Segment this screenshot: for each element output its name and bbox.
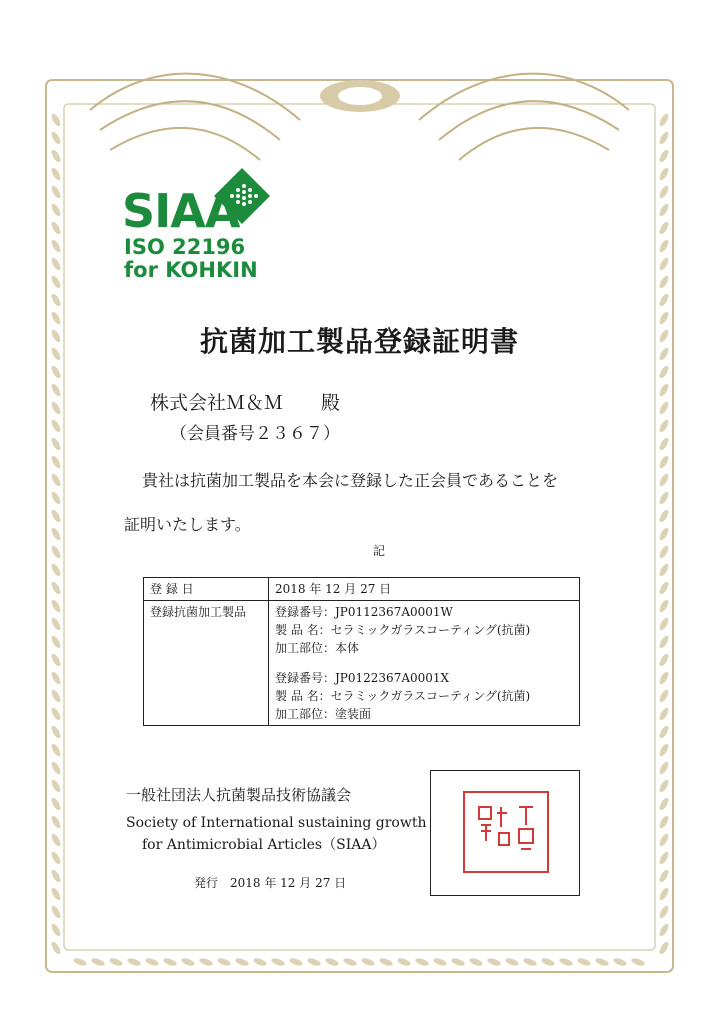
reg-number: 登録番号：JP0112367A0001W [275, 605, 453, 619]
issued-date: 発行 2018 年 12 月 27 日 [194, 876, 347, 890]
seal-glyphs-icon [471, 799, 541, 865]
logo-brand: SIAA [122, 184, 240, 238]
phoenix-right-icon [419, 74, 629, 160]
product-name: 製 品 名：セラミックガラスコーティング(抗菌) [275, 623, 531, 637]
entry-spacer [275, 657, 573, 669]
certificate-body-line1: 貴社は抗菌加工製品を本会に登録した正会員であることを [142, 471, 559, 490]
logo-standard: ISO 22196 [124, 235, 246, 259]
ki-label: 記 [373, 544, 386, 558]
registration-table [143, 577, 580, 726]
phoenix-left-icon [90, 74, 300, 160]
crest-top-icon [320, 80, 400, 112]
logo-subtitle: for KOHKIN [124, 258, 258, 282]
date-label: 登 録 日 [144, 578, 269, 601]
table-row [144, 601, 580, 726]
member-number: （会員番号２３６７） [170, 424, 340, 444]
processed-part: 加工部位：本体 [275, 641, 360, 655]
certificate-title: 抗菌加工製品登録証明書 [199, 325, 519, 358]
table-row [144, 578, 580, 601]
product-label: 登録抗菌加工製品 [144, 601, 269, 726]
issuer-name-en-line2: for Antimicrobial Articles（SIAA） [142, 837, 386, 853]
issuer-name-ja: 一般社団法人抗菌製品技術協議会 [126, 786, 352, 804]
official-seal-icon [463, 791, 549, 873]
recipient: 株式会社Ｍ＆Ｍ 殿 [150, 392, 341, 414]
reg-number: 登録番号：JP0122367A0001X [275, 671, 450, 685]
certificate-body-line2: 証明いたします。 [124, 515, 251, 534]
processed-part: 加工部位：塗装面 [275, 707, 372, 721]
product-entries [269, 601, 580, 726]
stamp-box [430, 770, 580, 896]
product-name: 製 品 名：セラミックガラスコーティング(抗菌) [275, 689, 531, 703]
issuer-name-en-line1: Society of International sustaining growth [126, 815, 427, 831]
date-value: 2018 年 12 月 27 日 [269, 578, 580, 601]
